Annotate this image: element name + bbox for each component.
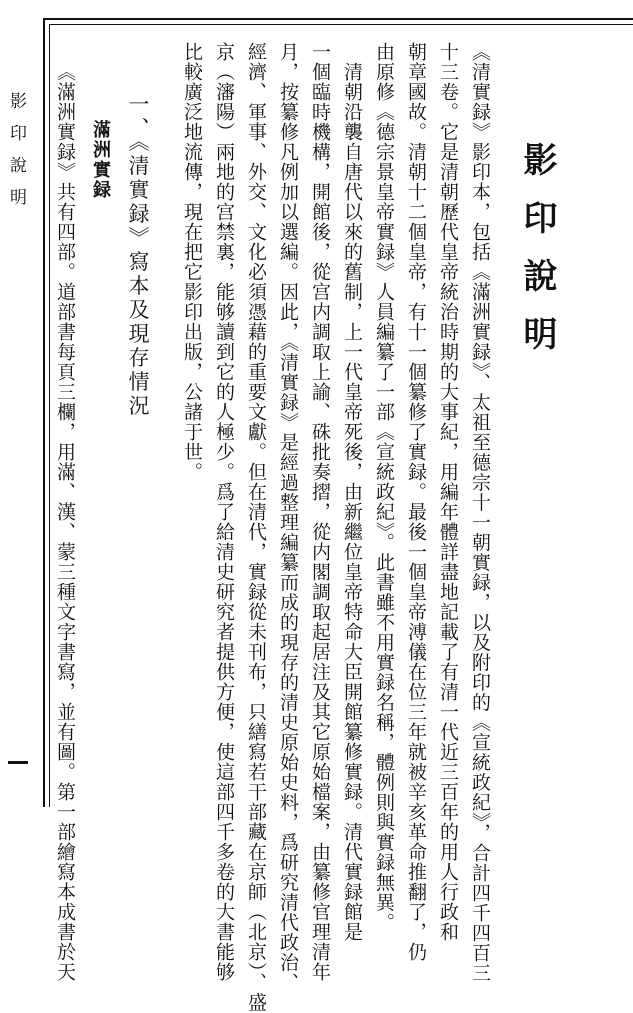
section-heading: 一、《清實録》寫本及現存情況 [126,93,150,419]
body-column-9: 京（瀋陽）兩地的宫禁裏，能够讀到它的人極少。爲了給清史研究者提供方便，使這部四千多卷的大書能够 [213,42,235,982]
body-column-7: 月，按纂修凡例加以選編。因此，《清實録》是經過整理編纂而成的現存的清史原始史料，爲研究清代政治、 [277,42,299,993]
body-column-1: 《清實録》影印本，包括《滿洲實録》、太祖至德宗十一朝實録，以及附印的《宣統政紀》，合計四千四百三 [469,42,491,983]
sub-heading: 滿洲實録 [90,120,111,200]
body-column-10: 比較廣泛地流傳，現在把它影印出版，公諸于世。 [181,42,203,482]
body-column-2: 十三卷。它是清朝歷代皇帝統治時期的大事紀，用編年體詳盡地記載了有清一代近三百年的用人行政和 [437,42,459,942]
folio-number [8,761,28,764]
body-column-4: 由原修《德宗景皇帝實録》人員編纂了一部《宣統政紀》。此書雖不用實録名稱，體例則與實録無異。 [373,42,395,933]
body-column-5: 清朝沿襲自唐代以來的舊制，上一代皇帝死後，由新繼位皇帝特命大臣開館纂修實録。清代實録館是 [341,62,363,942]
body-column-6: 一個臨時機構，開館後，從宫内調取上諭、硃批奏摺，從内閣調取起居注及其它原始檔案，由纂修官理清年 [309,42,331,982]
running-title: 影印說明 [6,92,26,220]
page-title: 影印說明 [517,142,557,374]
body-column-3: 朝章國故。清朝十二個皇帝，有十一個纂修了實録。最後一個皇帝溥儀在位三年就被辛亥革命推翻了，仍 [405,42,427,962]
body-column-11: 《滿洲實録》共有四部。道部書每頁三欄，用滿、漢、蒙三種文字書寫，並有圖。第一部繪寫本成書於天 [54,62,76,982]
body-column-8: 經濟、軍事、外交、文化必須憑藉的重要文獻。但在清代，實録從未刊布，只繕寫若干部藏在京師（北京）、盛 [245,42,267,1013]
